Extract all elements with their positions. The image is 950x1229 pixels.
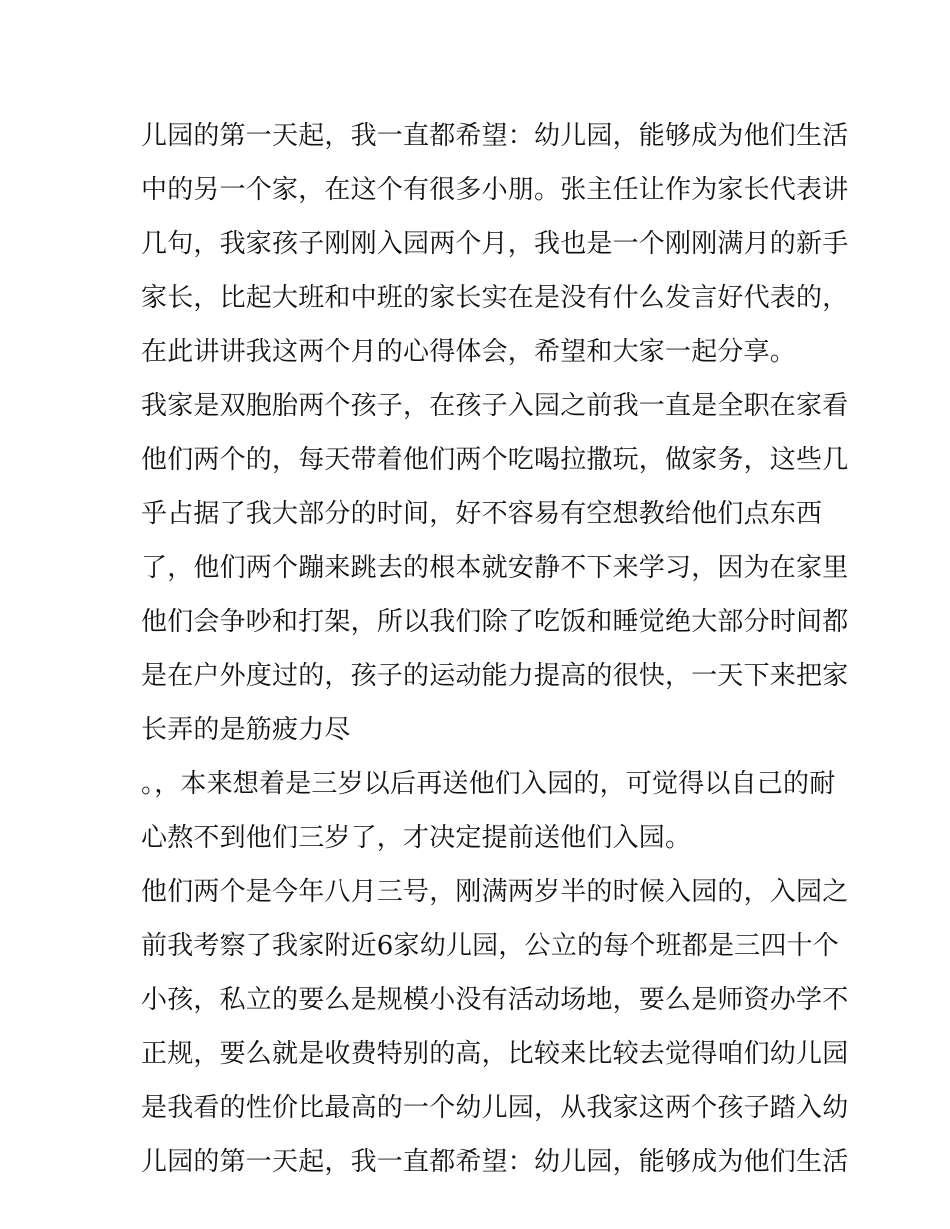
document-body xyxy=(141,109,849,1189)
text-line: 中的另一个家，在这个有很多小朋。张主任让作为家长代表讲 xyxy=(141,175,849,205)
text-line: 了，他们两个蹦来跳去的根本就安静不下来学习，因为在家里 xyxy=(141,553,849,583)
text-line: 他们两个的，每天带着他们两个吃喝拉撒玩，做家务，这些几 xyxy=(141,445,849,475)
text-line: 他们两个是今年八月三号，刚满两岁半的时候入园的，入园之 xyxy=(141,877,849,907)
text-line: 家长，比起大班和中班的家长实在是没有什么发言好代表的， xyxy=(141,283,849,313)
text-line: 儿园的第一天起，我一直都希望：幼儿园，能够成为他们生活 xyxy=(141,121,849,151)
text-line: 长弄的是筋疲力尽 xyxy=(141,715,351,745)
text-line: 在此讲讲我这两个月的心得体会，希望和大家一起分享。 xyxy=(141,337,797,367)
text-line: 是在户外度过的，孩子的运动能力提高的很快，一天下来把家 xyxy=(141,661,849,691)
text-line: 乎占据了我大部分的时间，好不容易有空想教给他们点东西 xyxy=(141,499,823,529)
text-line: 心熬不到他们三岁了，才决定提前送他们入园。 xyxy=(141,823,692,853)
text-line: 我家是双胞胎两个孩子，在孩子入园之前我一直是全职在家看 xyxy=(141,391,849,421)
text-line: 小孩，私立的要么是规模小没有活动场地，要么是师资办学不 xyxy=(141,985,849,1015)
text-line: 前我考察了我家附近6家幼儿园，公立的每个班都是三四十个 xyxy=(141,931,839,961)
text-line: 儿园的第一天起，我一直都希望：幼儿园，能够成为他们生活 xyxy=(141,1147,849,1177)
text-line: 正规，要么就是收费特别的高，比较来比较去觉得咱们幼儿园 xyxy=(141,1039,849,1069)
text-line: 。，本来想着是三岁以后再送他们入园的，可觉得以自己的耐 xyxy=(141,769,836,799)
text-line: 几句，我家孩子刚刚入园两个月，我也是一个刚刚满月的新手 xyxy=(141,229,849,259)
text-line: 是我看的性价比最高的一个幼儿园，从我家这两个孩子踏入幼 xyxy=(141,1093,849,1123)
text-line: 他们会争吵和打架，所以我们除了吃饭和睡觉绝大部分时间都 xyxy=(141,607,849,637)
